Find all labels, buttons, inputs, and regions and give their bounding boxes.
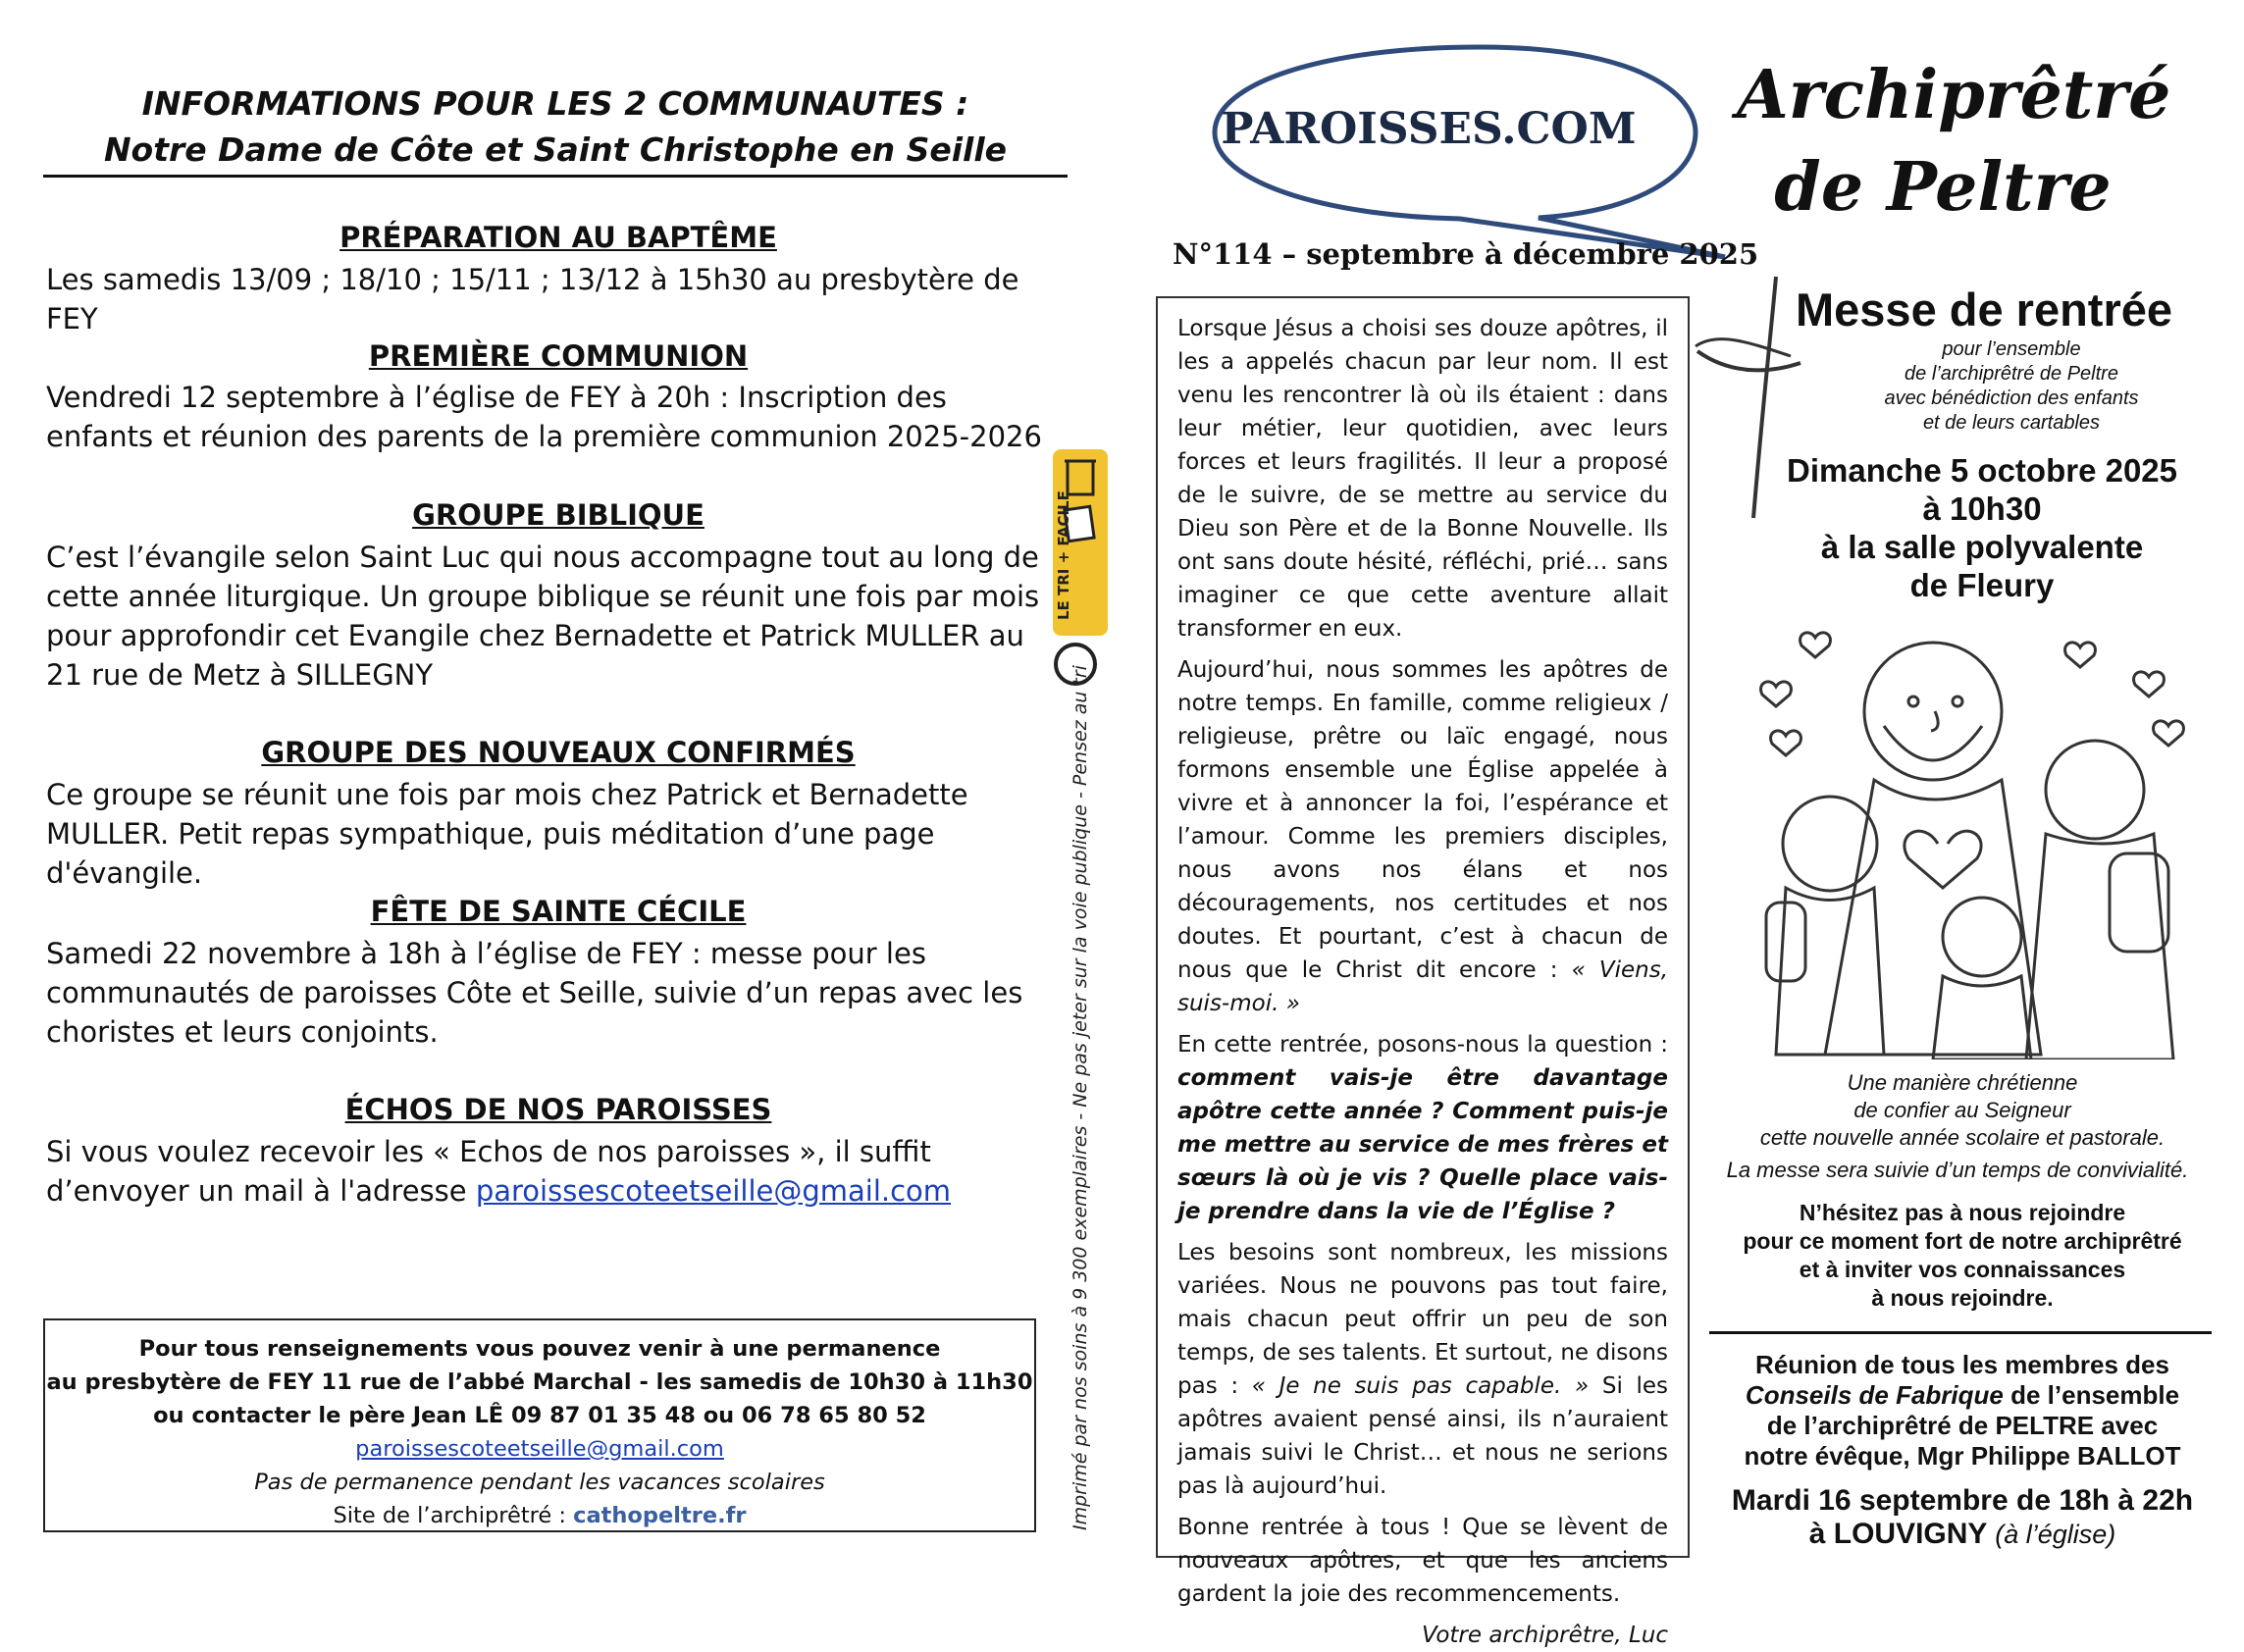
section-heading-communion: PREMIÈRE COMMUNION [368, 339, 749, 373]
heart-icon [1761, 682, 1792, 706]
caption-line: Une manière chrétienne [1847, 1070, 2078, 1095]
edito-p2 [1177, 653, 1668, 1020]
messe-title: Messe de rentrée [1796, 284, 2173, 336]
section-heading-echos: ÉCHOS DE NOS PAROISSES [344, 1093, 772, 1126]
paroisses-speech-bubble [1205, 39, 1754, 265]
left-header [43, 80, 1068, 173]
echos-text: Si vous voulez recevoir les « Echos de nos paroisses », il suffit d’envoyer un mail à l'adresse [46, 1135, 931, 1208]
paroisses-logo-text: PAROISSES.COM [1221, 104, 1637, 154]
invite-block [1707, 1199, 2218, 1313]
print-notice: Imprimé par nos soins à 9 300 exemplaires - Ne pas jeter sur la voie publique - Pensez au tri [1070, 665, 1091, 1530]
tri-label [1055, 569, 1072, 620]
messe-date-block [1756, 451, 2208, 604]
edito-p4-a: Les besoins sont nombreux, les missions variées. Nous ne pouvons pas tout faire, mais chacun peut offrir un peu de son temps, de ses talents. Et surtout, ne disons pas : [1177, 1240, 1668, 1399]
right-divider [1709, 1331, 2212, 1334]
messe-time: à 10h30 [1922, 490, 2042, 527]
illustration-caption [1707, 1069, 2218, 1152]
reunion-block [1707, 1350, 2218, 1471]
heart-icon [1771, 731, 1801, 755]
section-body-echos [46, 1132, 1057, 1211]
caption-line: cette nouvelle année scolaire et pastorale. [1759, 1125, 2166, 1150]
messe-place: à la salle polyvalente [1820, 529, 2144, 565]
edito-p1: Lorsque Jésus a choisi ses douze apôtres, il les a appelés chacun par leur nom. Il est venu les rencontrer là où ils étaient : dans leur métier, leur quotidien, avec leurs forces et leurs fragilités. Il leur a proposé de le suivre, de se mettre au service du Dieu son Père et de la Bonne Nouvelle. Ils ont sans doute hésité, réfléchi, prié… sans imaginer ce que cette aventure allait transformer en eux. [1177, 316, 1668, 642]
reunion-date-block [1707, 1484, 2218, 1551]
edito-p3-intro: En cette rentrée, posons-nous la question : [1177, 1032, 1668, 1058]
info-site-link[interactable]: cathopeltre.fr [573, 1503, 747, 1528]
archipretre-title [1737, 49, 2171, 233]
messe-sub-line: pour l’ensemble [1942, 338, 2081, 360]
edito-p5: Bonne rentrée à tous ! Que se lèvent de nouveaux apôtres, et que les anciens gardent la joie des recommencements. [1177, 1515, 1668, 1607]
reunion-date: Mardi 16 septembre de 18h à 22h [1731, 1484, 2194, 1517]
caption-line: de confier au Seigneur [1853, 1098, 2071, 1122]
left-title-line1: INFORMATIONS POUR LES 2 COMMUNAUTES : [141, 84, 969, 123]
header-divider [43, 175, 1068, 178]
archi-line1: Archiprêtré [1737, 56, 2171, 134]
edito-p4-quote: « Je ne suis pas capable. » [1251, 1373, 1590, 1399]
heart-icon [2134, 672, 2165, 697]
reunion-line3: de l’archiprêtré de PELTRE avec [1766, 1411, 2159, 1440]
info-line1: Pour tous renseignements vous pouvez venir à une permanence [138, 1336, 941, 1362]
section-heading-biblique: GROUPE BIBLIQUE [412, 498, 705, 532]
edito-p2-quote: « Viens, suis-moi. » [1177, 957, 1669, 1016]
edito-signature: Votre archiprêtre, Luc [1421, 1623, 1668, 1648]
edito-p4 [1177, 1236, 1668, 1503]
messe-sub-line: et de leurs cartables [1922, 412, 2101, 434]
reunion-line1: Réunion de tous les membres des [1755, 1350, 2169, 1379]
section-heading-cecile: FÊTE DE SAINTE CÉCILE [370, 895, 747, 928]
messe-town: de Fleury [1909, 567, 2055, 603]
reunion-place: à LOUVIGNY [1808, 1518, 1987, 1550]
heart-icon [2154, 721, 2184, 746]
invite-line: N’hésitez pas à nous rejoindre [1799, 1200, 2126, 1225]
info-line2: au presbytère de FEY 11 rue de l’abbé Marchal - les samedis de 10h30 à 11h30 [46, 1369, 1033, 1395]
invite-line: pour ce moment fort de notre archiprêtré [1743, 1228, 2182, 1254]
hands-heart-icon [1905, 831, 1981, 888]
info-box [43, 1318, 1036, 1532]
section-heading-confirmes: GROUPE DES NOUVEAUX CONFIRMÉS [261, 736, 856, 769]
reunion-line2 [1707, 1380, 2218, 1411]
issue-number: N°114 – septembre à décembre 2025 [1173, 237, 1759, 271]
reunion-conseils: Conseils de Fabrique [1745, 1380, 2004, 1410]
heart-icon [1800, 633, 1831, 657]
conviviality-note: La messe sera suivie d’un temps de convivialité. [1726, 1158, 2189, 1182]
messe-sub-line: avec bénédiction des enfants [1884, 387, 2139, 409]
editorial-box [1156, 296, 1690, 1648]
edito-p3 [1177, 1028, 1668, 1228]
edito-p4-b: Si les apôtres avaient pensé ainsi, ils n’auraient jamais suivi le Christ… et nous ne serions pas là aujourd’hui. [1177, 1373, 1669, 1499]
messe-date: Dimanche 5 octobre 2025 [1787, 452, 2177, 489]
info-site-line [45, 1499, 1034, 1532]
messe-sub-line: de l’archiprêtré de Peltre [1905, 363, 2118, 385]
reunion-line2-rest: de l’ensemble [2010, 1380, 2180, 1410]
reunion-place-note: (à l’église) [1995, 1520, 2116, 1549]
invite-line: à nous rejoindre. [1871, 1285, 2054, 1311]
info-line5: Pas de permanence pendant les vacances scolaires [254, 1470, 825, 1495]
invite-line: et à inviter vos connaissances [1799, 1257, 2126, 1282]
edito-p3-question: comment vais-je être davantage apôtre cette année ? Comment puis-je me mettre au service de mes frères et sœurs là où je vis ? Quelle place vais-je prendre dans la vie de l’Église ? [1177, 1065, 1668, 1224]
family-with-jesus-illustration [1756, 618, 2188, 1059]
section-body-biblique: C’est l’évangile selon Saint Luc qui nous accompagne tout au long de cette année liturgique. Un groupe biblique se réunit une fois par mois pour approfondir cet Evangile chez Bernadette et Patrick MULLER au 21 rue de Metz à SILLEGNY [46, 541, 1040, 692]
messe-subtitle [1845, 337, 2178, 436]
archi-line2: de Peltre [1774, 148, 2112, 227]
info-line3: ou contacter le père Jean LÊ 09 87 01 35 48 ou 06 78 65 80 52 [153, 1403, 926, 1428]
section-body-communion: Vendredi 12 septembre à l’église de FEY à 20h : Inscription des enfants et réunion des parents de la première communion 2025-2026 [46, 381, 1042, 453]
section-heading-bapteme: PRÉPARATION AU BAPTÊME [339, 221, 777, 254]
reunion-place-line [1707, 1518, 2218, 1551]
heart-icon [2065, 643, 2096, 667]
echos-email-link[interactable]: paroissescoteetseille@gmail.com [475, 1174, 952, 1208]
section-body-cecile: Samedi 22 novembre à 18h à l’église de FEY : messe pour les communautés de paroisses Côte et Seille, suivie d’un repas avec les choristes et leurs conjoints. [46, 937, 1023, 1049]
section-body-confirmes: Ce groupe se réunit une fois par mois chez Patrick et Bernadette MULLER. Petit repas sympathique, puis méditation d’une page d'évangile. [46, 778, 968, 890]
info-email-link[interactable]: paroissescoteetseille@gmail.com [355, 1436, 724, 1462]
reunion-line4: notre évêque, Mgr Philippe BALLOT [1744, 1441, 2181, 1471]
edito-p2-text: Aujourd’hui, nous sommes les apôtres de notre temps. En famille, comme religieux / religieuse, prêtre ou laïc engagé, nous formons ensemble une Église appelée à vivre et à annoncer la foi, l’espérance et l’amour. Comme les premiers disciples, nous avons nos élans et nos découragements, nos certitudes et nos doutes. Et pourtant, c’est à chacun de nous que le Christ dit encore : [1177, 657, 1668, 983]
section-body-bapteme: Les samedis 13/09 ; 18/10 ; 15/11 ; 13/12 à 15h30 au presbytère de FEY [46, 263, 1019, 336]
left-title-line2: Notre Dame de Côte et Saint Christophe en Seille [103, 130, 1008, 169]
info-site-prefix: Site de l’archiprêtré : [333, 1503, 566, 1528]
